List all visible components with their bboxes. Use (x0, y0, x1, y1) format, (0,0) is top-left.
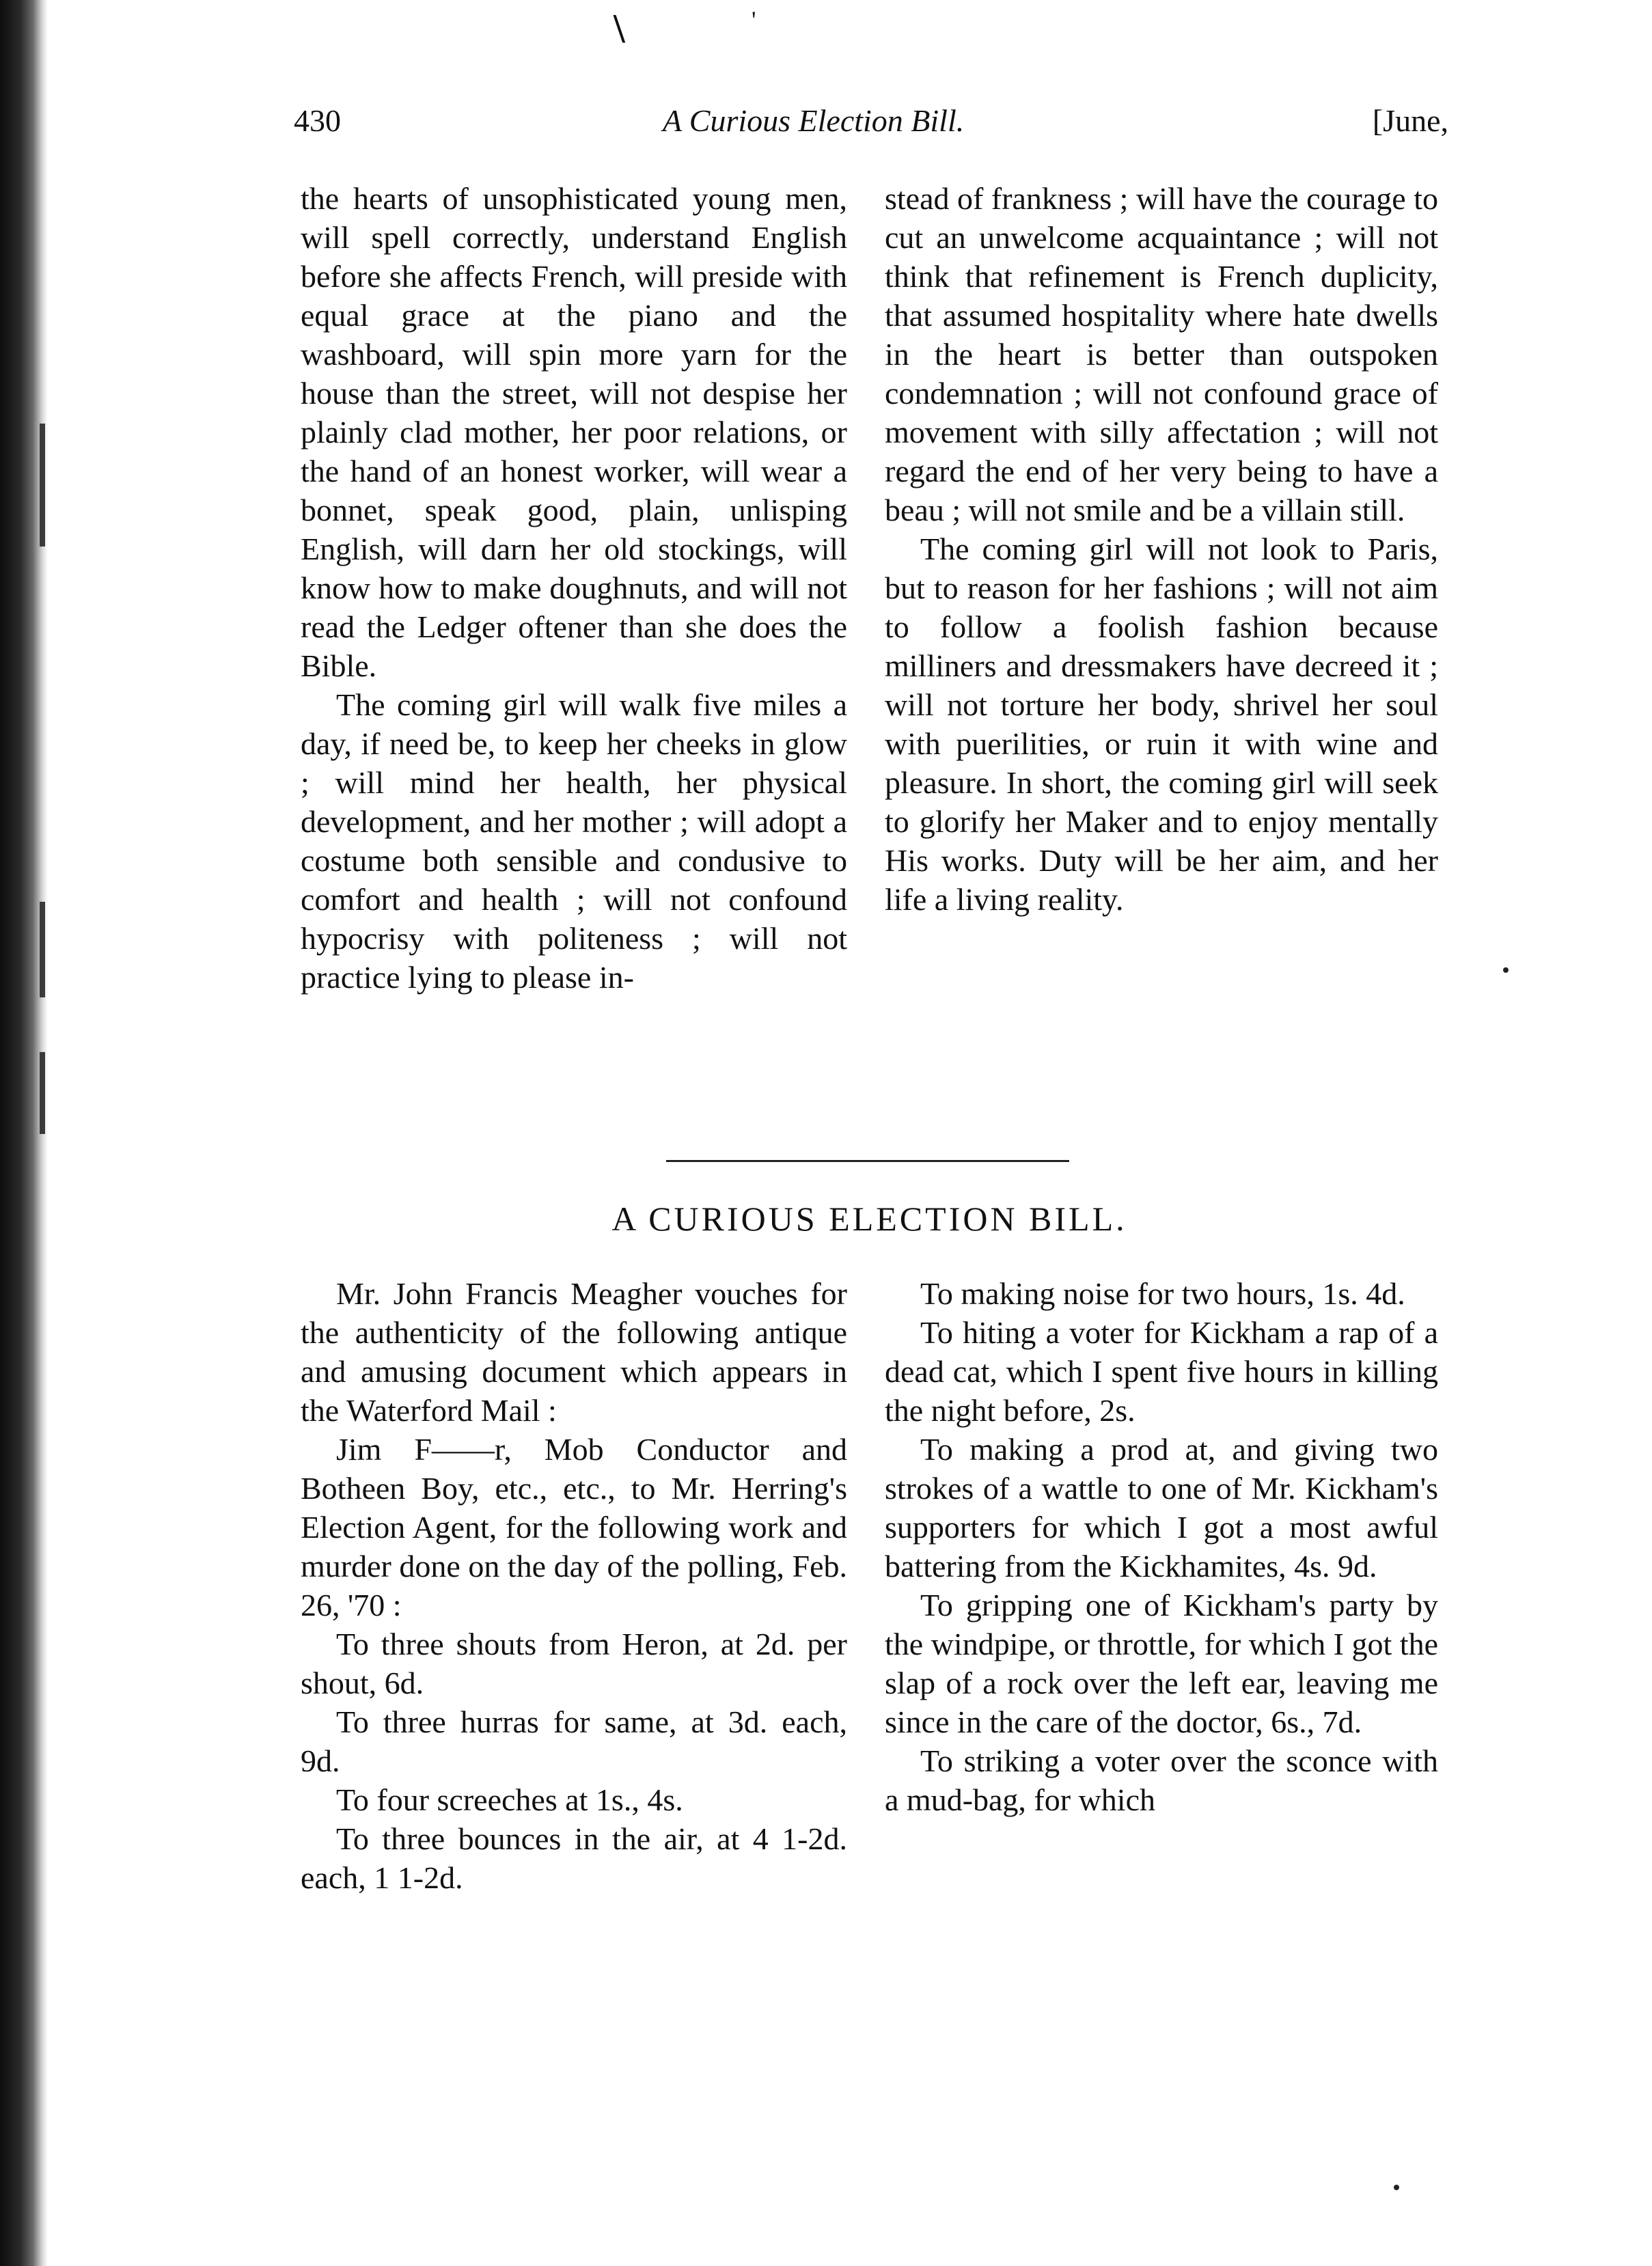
paragraph: The coming girl will not look to Paris, but to reason for her fashions ; will not aim to follow a foolish fashion because milliners and dressmakers have decreed it ; will not torture her body, shrivel her soul with puerilities, or ruin it with wine and pleasure. In short, the coming girl will seek to glorify her Maker and to enjoy mentally His works. Duty will be her aim, and her life a living reality. (885, 531, 1438, 917)
paragraph: The coming girl will walk five miles a day, if need be, to keep her cheeks in glow ; will mind her health, her physical development, and her mother ; will adopt a costume both sensible and condusive to comfort and health ; will not confound hypocrisy with politeness ; will not practice lying to please in- (301, 687, 847, 995)
binding-streak (40, 1052, 45, 1134)
ink-speck (1394, 2185, 1399, 2190)
ink-mark: \ (614, 6, 625, 51)
ink-mark: ' (752, 6, 756, 33)
paragraph: Mr. John Francis Meagher vouches for the authenticity of the following antique and amusing document which appears in the Waterford Mail : (301, 1276, 847, 1428)
paragraph: To gripping one of Kickham's party by the windpipe, or throttle, for which I got the slap of a rock over the left ear, leaving me since in the care of the doctor, 6s., 7d. (885, 1588, 1438, 1739)
paragraph: To three shouts from Heron, at 2d. per shout, 6d. (301, 1627, 847, 1700)
paragraph: the hearts of unsophisticated young men, will spell correctly, understand English before she affects French, will preside with equal grace at the piano and the washboard, will spin more yarn for the house than the street, will not despise her plainly clad mother, her poor relations, or the hand of an honest worker, will wear a bonnet, speak good, plain, unlisping English, will darn her old stockings, will know how to make doughnuts, and will not read the Ledger oftener than she does the Bible. (301, 181, 847, 683)
section-title: A CURIOUS ELECTION BILL. (611, 1200, 1127, 1238)
paragraph: To three hurras for same, at 3d. each, 9d. (301, 1704, 847, 1778)
top-right-column (885, 179, 1438, 919)
running-title: A Curious Election Bill. (663, 103, 965, 138)
ink-speck (1503, 967, 1509, 973)
paragraph: To making noise for two hours, 1s. 4d. (920, 1276, 1405, 1311)
bottom-right-column (885, 1274, 1438, 1819)
section-divider (666, 1160, 1069, 1162)
paragraph: To making a prod at, and giving two strokes of a wattle to one of Mr. Kickham's supporters for which I got a most awful battering from the Kickhamites, 4s. 9d. (885, 1432, 1438, 1584)
bottom-left-column (301, 1274, 847, 1897)
paragraph: stead of frankness ; will have the courage to cut an unwelcome acquaintance ; will not think that refinement is French duplicity, that assumed hospitality where hate dwells in the heart is better than outspoken condemnation ; will not confound grace of movement with silly affectation ; will not regard the end of her very being to have a beau ; will not smile and be a villain still. (885, 181, 1438, 527)
page-header (294, 102, 1448, 157)
header-month: [June, (1372, 103, 1448, 138)
page-number: 430 (294, 103, 341, 138)
paragraph: To three bounces in the air, at 4 1-2d. each, 1 1-2d. (301, 1821, 847, 1895)
top-left-column (301, 179, 847, 997)
paragraph: To hiting a voter for Kickham a rap of a dead cat, which I spent five hours in killing the night before, 2s. (885, 1315, 1438, 1428)
paragraph: Jim F——r, Mob Conductor and Botheen Boy, etc., etc., to Mr. Herring's Election Agent, for the following work and murder done on the day of the polling, Feb. 26, '70 : (301, 1432, 847, 1622)
paragraph: To four screeches at 1s., 4s. (336, 1782, 683, 1817)
binding-streak (40, 424, 45, 547)
binding-streak (40, 902, 45, 997)
paragraph: To striking a voter over the sconce with a mud-bag, for which (885, 1743, 1438, 1817)
